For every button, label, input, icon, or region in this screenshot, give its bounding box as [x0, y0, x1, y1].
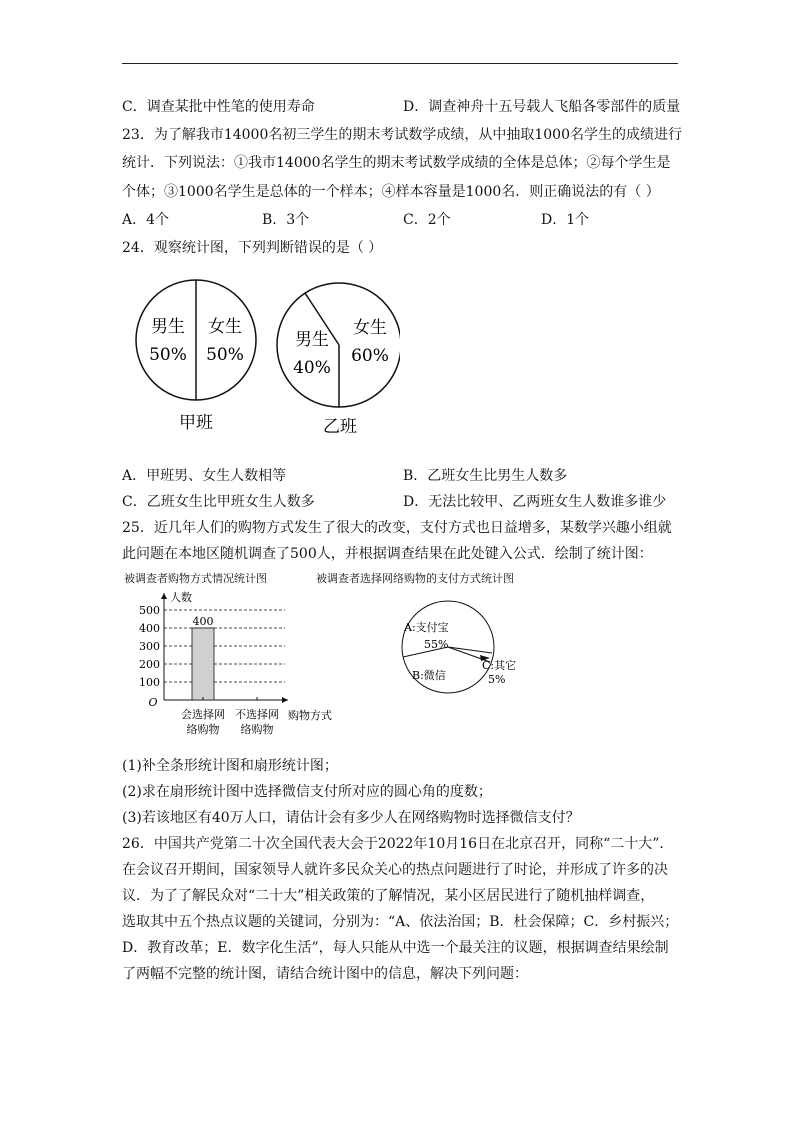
bar-y-tick-label: 200 [139, 658, 160, 671]
payment-slice-a-pct: 55% [424, 638, 449, 651]
bar-data-label: 400 [192, 615, 214, 628]
q25-sub-2: (2)求在扇形统计图中选择微信支付所对应的圆心角的度数； [122, 784, 492, 800]
q23-option-a: A．4个 [122, 212, 170, 228]
yi-boys-label: 男生 [295, 330, 329, 350]
bar-1 [192, 628, 214, 700]
payment-slice-a-label: A:支付宝 [404, 621, 449, 634]
bar-chart-title: 被调查者购物方式情况统计图 [124, 572, 267, 585]
yi-girls-label: 女生 [353, 318, 387, 338]
bar-origin-label: O [148, 696, 158, 709]
bar-chart [120, 585, 340, 740]
q26-line-6: 了两幅不完整的统计图，请结合统计图中的信息，解决下列问题： [122, 966, 528, 982]
bar-y-tick-label: 500 [139, 604, 160, 617]
jia-girls-pct: 50% [206, 345, 244, 365]
payment-pie-divider-ca [448, 647, 492, 653]
payment-slice-c-pct: 5% [488, 673, 506, 686]
q25-line-2: 此问题在本地区随机调查了500人，并根据调查结果在此处键入公式．绘制了统计图： [122, 546, 653, 562]
q26-line-5: D．教育改革；E．数字化生活”，每人只能从中选一个最关注的议题，根据调查结果绘制 [122, 940, 669, 956]
bar-y-tick-label: 400 [139, 622, 160, 635]
q23-line-3: 个体；③1000名学生是总体的一个样本；④样本容量是1000名．则正确说法的有（ ） [122, 184, 660, 200]
pie-chart-title: 被调查者选择网络购物的支付方式统计图 [316, 572, 514, 585]
jia-boys-label: 男生 [151, 317, 185, 337]
q26-line-3: 议．为了了解民众对“二十大”相关政策的了解情况，某小区居民进行了随机抽样调查， [122, 888, 655, 904]
jia-title: 甲班 [179, 413, 213, 433]
bar-category-label: 络购物 [240, 723, 274, 736]
q23-option-d: D．1个 [541, 212, 590, 228]
q23-option-c: C．2个 [403, 212, 451, 228]
q24-option-a: A．甲班男、女生人数相等 [122, 468, 287, 484]
q23-line-1: 23．为了解我市14000名初三学生的期末考试数学成绩，从中抽取1000名学生的成绩进行 [122, 127, 682, 143]
q24-stem: 24．观察统计图，下列判断错误的是（ ） [122, 240, 383, 256]
q22-option-c: C．调查某批中性笔的使用寿命 [122, 99, 315, 115]
q25-line-1: 25．近几年人们的购物方式发生了很大的改变，支付方式也日益增多，某数学兴趣小组就 [122, 520, 672, 536]
header-rule [122, 63, 678, 64]
bar-category-label: 络购物 [186, 723, 220, 736]
q26-line-1: 26．中国共产党第二十次全国代表大会于2022年10月16日在北京召开，同称“二十大”． [122, 836, 674, 852]
q25-sub-1: (1)补全条形统计图和扇形统计图； [122, 758, 338, 774]
bar-y-tick-label: 300 [139, 640, 160, 653]
yi-girls-pct: 60% [351, 346, 389, 366]
yi-boys-pct: 40% [293, 358, 331, 378]
bar-category-label: 不选择网 [235, 708, 279, 721]
q26-line-2: 在会议召开期间，国家领导人就许多民众关心的热点问题进行了时论，并形成了许多的决 [122, 862, 668, 878]
bar-x-label: 购物方式 [288, 709, 332, 722]
yi-title: 乙班 [323, 417, 357, 437]
q24-pies [120, 265, 400, 445]
q26-line-4: 选取其中五个热点议题的关键词，分别为：“A、依法治国；B．杜会保障；C．乡村振兴； [122, 914, 679, 930]
q24-option-c: C．乙班女生比甲班女生人数多 [122, 494, 315, 510]
q23-line-2: 统计．下列说法：①我市14000名学生的期末考试数学成绩的全体是总体；②每个学生是 [122, 155, 671, 171]
jia-girls-label: 女生 [208, 317, 242, 337]
payment-pie-chart [370, 595, 560, 705]
bar-y-label: 人数 [170, 591, 192, 604]
q24-option-b: B．乙班女生比男生人数多 [403, 468, 568, 484]
payment-slice-c-label: C:其它 [482, 659, 517, 672]
bar-category-label: 会选择网 [181, 708, 225, 721]
q25-sub-3: (3)若该地区有40万人口，请估计会有多少人在网络购物时选择微信支付？ [122, 810, 580, 826]
q24-option-d: D．无法比较甲、乙两班女生人数谁多谁少 [403, 494, 667, 510]
q23-option-b: B．3个 [262, 212, 310, 228]
jia-boys-pct: 50% [149, 345, 187, 365]
q22-option-d: D．调查神舟十五号载人飞船各零部件的质量 [403, 99, 681, 115]
payment-slice-b-label: B:微信 [412, 669, 446, 682]
bar-y-tick-label: 100 [139, 676, 160, 689]
